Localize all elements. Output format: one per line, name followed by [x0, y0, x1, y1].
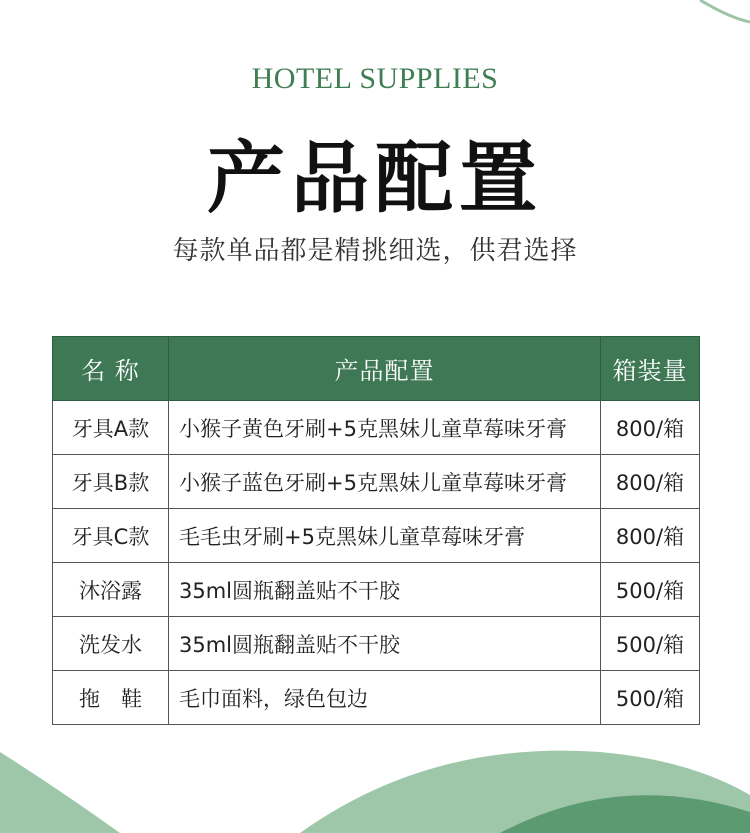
hotel-supplies-eyebrow: HOTEL SUPPLIES: [251, 62, 499, 95]
row-config: 小猴子黄色牙刷+5克黑妹儿童草莓味牙膏: [169, 401, 601, 455]
row-name: 牙具C款: [53, 509, 169, 563]
table-row: [53, 671, 700, 725]
row-config: 35ml圆瓶翻盖贴不干胶: [169, 617, 601, 671]
row-name: 洗发水: [53, 617, 169, 671]
row-config: 毛巾面料，绿色包边: [169, 671, 601, 725]
table-row: [53, 401, 700, 455]
top-right-corner-line: [700, 0, 750, 22]
table-row: [53, 617, 700, 671]
row-qty: 500/箱: [601, 671, 700, 725]
table-row: [53, 455, 700, 509]
table-row: [53, 563, 700, 617]
row-qty: 500/箱: [601, 563, 700, 617]
row-name: 拖 鞋: [53, 671, 169, 725]
header-qty: 箱装量: [601, 337, 700, 401]
row-qty: 500/箱: [601, 617, 700, 671]
product-config-table: [52, 336, 700, 725]
header-config: 产品配置: [169, 337, 601, 401]
page-subtitle: 每款单品都是精挑细选，供君选择: [172, 236, 578, 266]
row-name: 沐浴露: [53, 563, 169, 617]
bottom-left-light-wave: [0, 752, 120, 833]
page-title: 产品配置: [206, 134, 543, 224]
table-row: [53, 509, 700, 563]
header-name: 名 称: [53, 337, 169, 401]
row-config: 35ml圆瓶翻盖贴不干胶: [169, 563, 601, 617]
row-config: 小猴子蓝色牙刷+5克黑妹儿童草莓味牙膏: [169, 455, 601, 509]
row-config: 毛毛虫牙刷+5克黑妹儿童草莓味牙膏: [169, 509, 601, 563]
table-header-row: [53, 337, 700, 401]
row-qty: 800/箱: [601, 509, 700, 563]
row-name: 牙具B款: [53, 455, 169, 509]
row-name: 牙具A款: [53, 401, 169, 455]
row-qty: 800/箱: [601, 401, 700, 455]
row-qty: 800/箱: [601, 455, 700, 509]
